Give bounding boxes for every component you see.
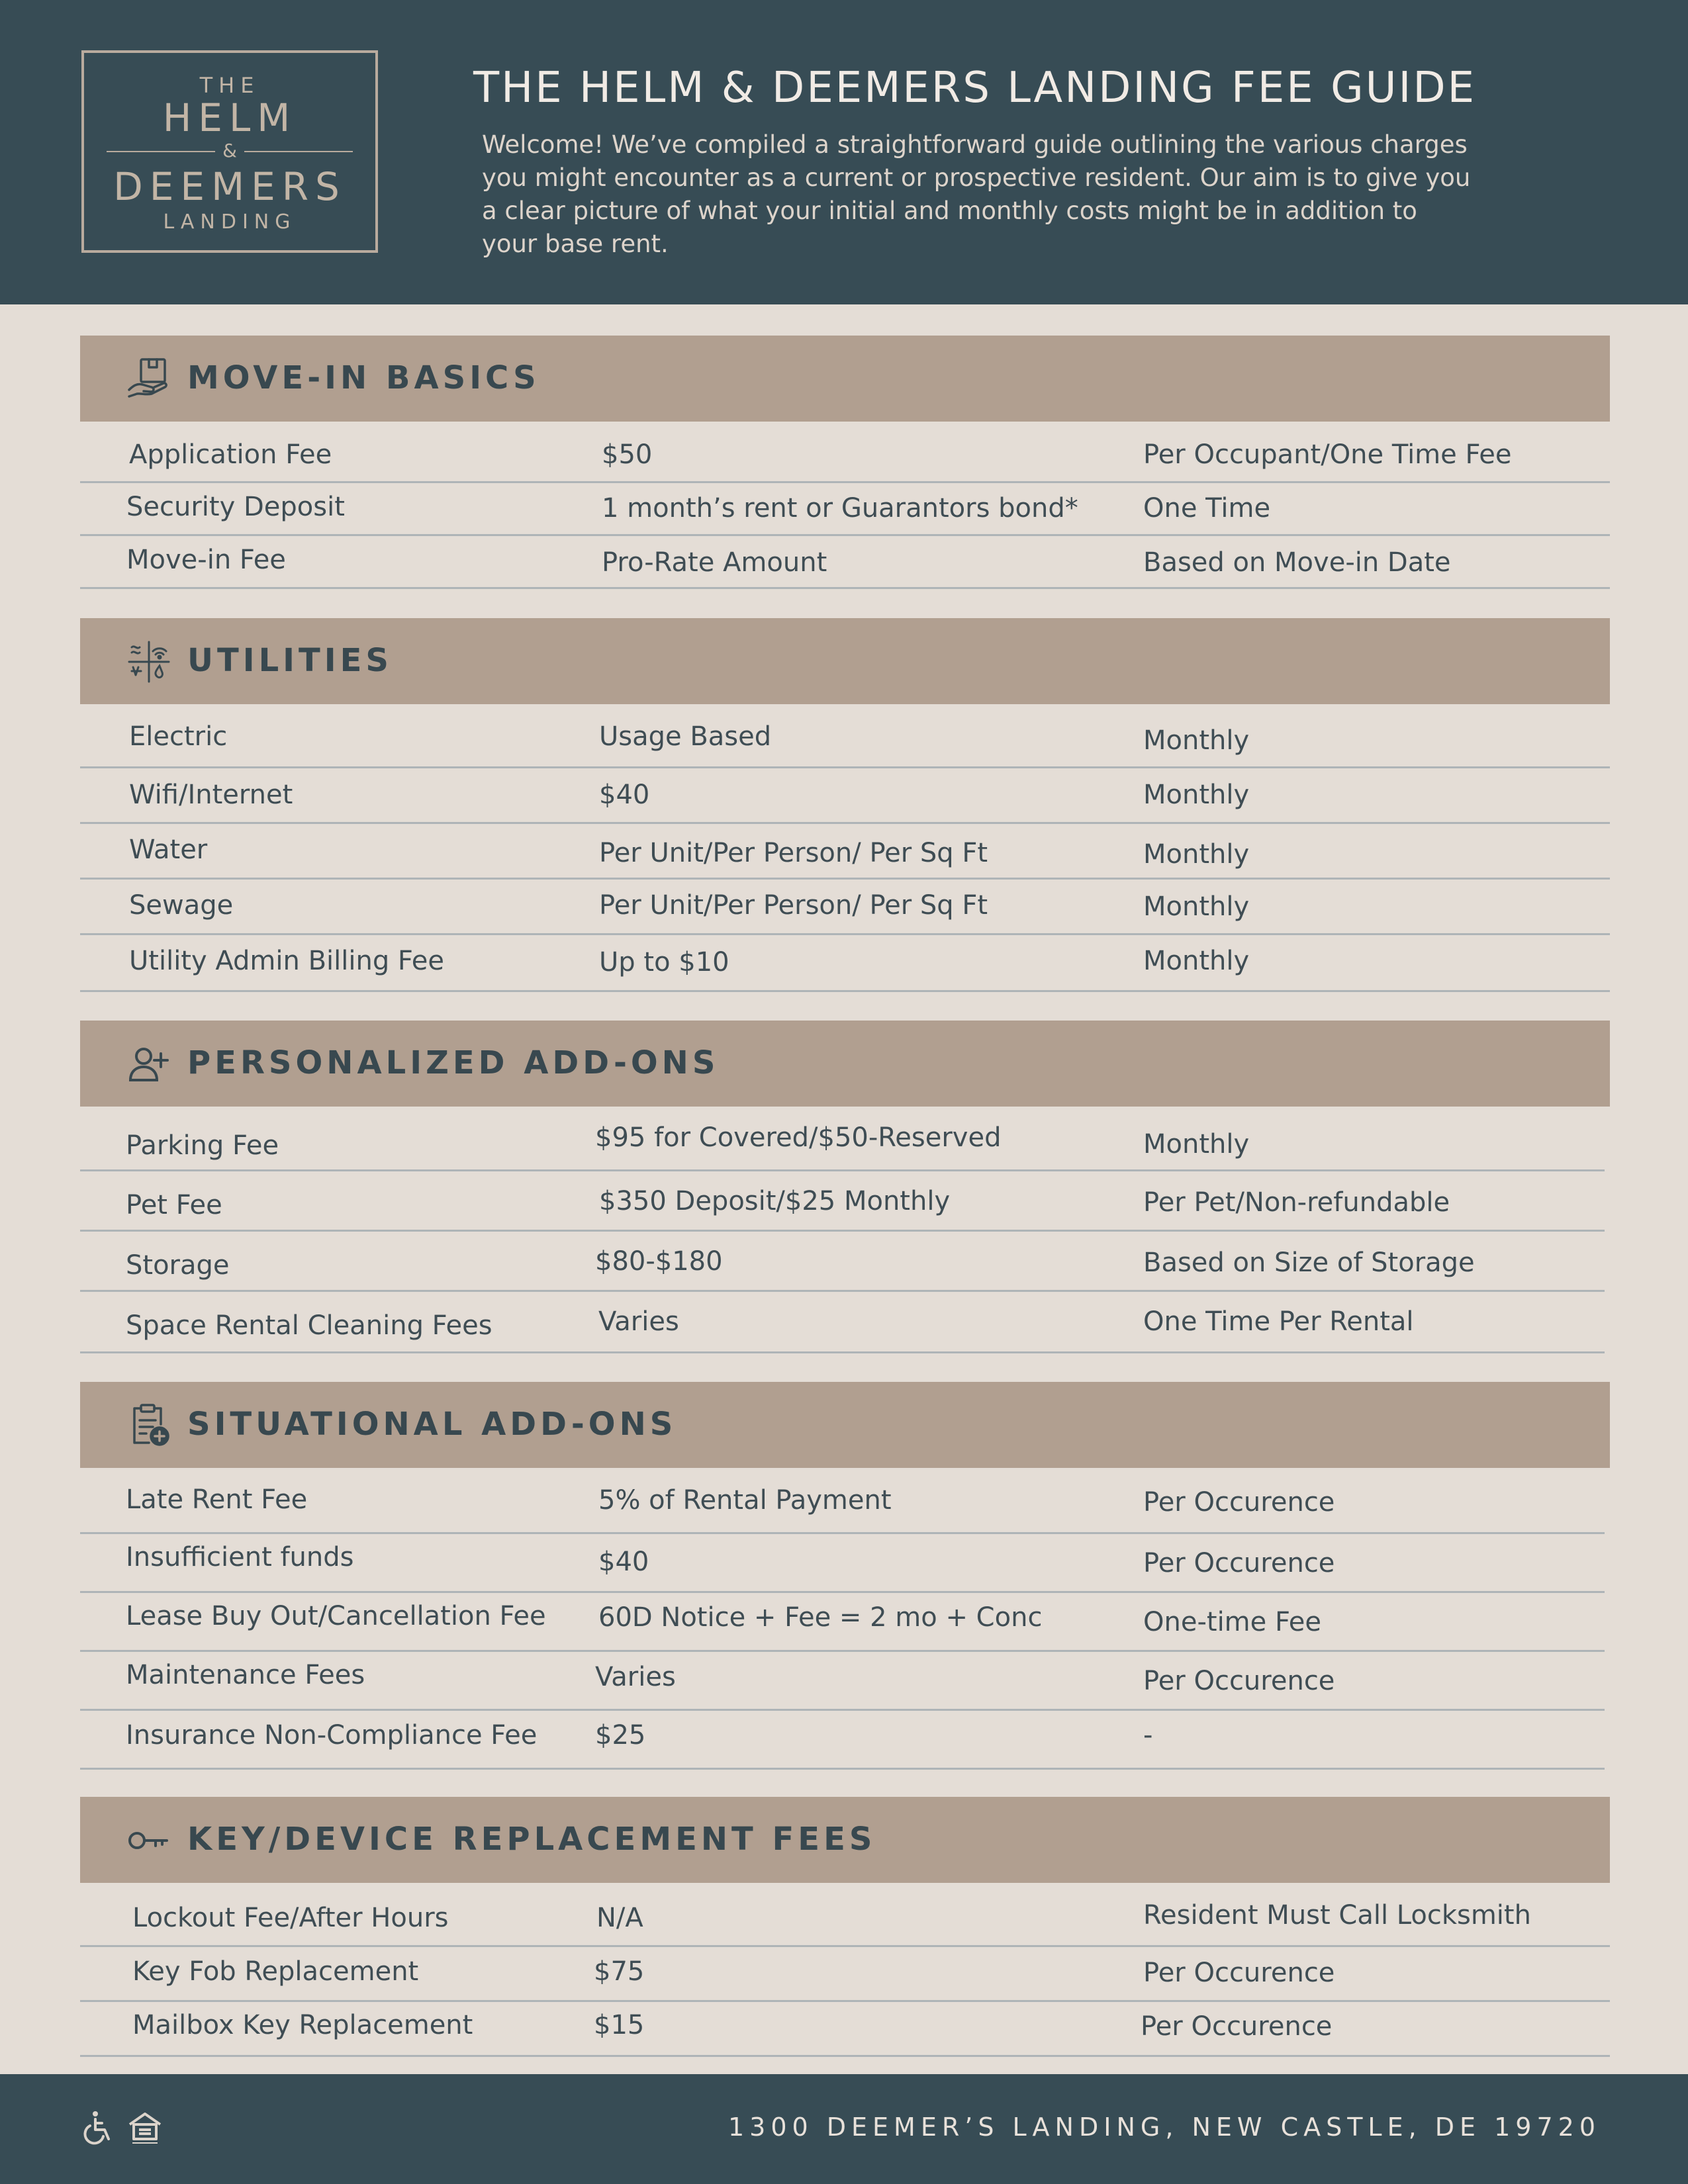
logo-the: THE [199,73,260,98]
table-row [80,483,1610,536]
fee-amount: 5% of Rental Payment [598,1485,892,1516]
table-row [80,1947,1610,2002]
fee-amount: Varies [598,1306,679,1337]
utilities-icon [125,638,173,686]
fee-name: Storage [126,1250,230,1281]
section-header-key-device-replacement-fees [80,1797,1610,1883]
logo-ampersand: & [222,140,237,161]
table-row [80,880,1610,935]
fee-amount: $80-$180 [595,1246,723,1277]
fee-name: Space Rental Cleaning Fees [126,1310,492,1341]
section-title: MOVE-IN BASICS [187,359,540,396]
section-header-situational-add-ons [80,1382,1610,1468]
section-header-personalized-add-ons [80,1021,1610,1107]
table-row [80,536,1610,589]
table-row [80,422,1610,483]
fee-frequency: Per Occurence [1143,1548,1335,1578]
section-title: UTILITIES [187,642,393,679]
fee-frequency: Per Occupant/One Time Fee [1143,439,1512,470]
fee-name: Electric [129,721,228,752]
fee-name: Wifi/Internet [129,780,293,810]
fee-frequency: Per Occurence [1141,2011,1333,2042]
fee-frequency: Per Occurence [1143,1958,1335,1988]
fee-amount: $40 [599,780,650,810]
fee-name: Application Fee [129,439,332,470]
table-row [80,2002,1610,2057]
fee-name: Maintenance Fees [126,1660,365,1690]
fee-amount: $40 [598,1547,649,1577]
fee-amount: N/A [596,1903,643,1933]
table-row [80,768,1610,824]
section-title: PERSONALIZED ADD-ONS [187,1044,720,1081]
fee-amount: Per Unit/Per Person/ Per Sq Ft [599,838,988,868]
fee-frequency: Monthly [1143,946,1250,976]
page-title: THE HELM & DEEMERS LANDING FEE GUIDE [473,64,1477,113]
fee-amount: 1 month’s rent or Guarantors bond* [602,493,1078,523]
fee-name: Move-in Fee [126,545,286,575]
fee-amount: Pro-Rate Amount [602,547,827,578]
fee-frequency: One-time Fee [1143,1607,1322,1637]
table-row [80,1171,1605,1232]
fee-frequency: Monthly [1143,780,1250,810]
fee-frequency: Monthly [1143,891,1250,922]
fee-name: Sewage [129,890,234,921]
fee-amount: $350 Deposit/$25 Monthly [599,1186,951,1216]
section-title: KEY/DEVICE REPLACEMENT FEES [187,1821,876,1858]
clipboard-add-icon [125,1402,173,1449]
person-add-icon [125,1040,173,1088]
footer-address: 1300 DEEMER’S LANDING, NEW CASTLE, DE 19720 [727,2113,1601,2142]
fee-name: Late Rent Fee [126,1484,308,1515]
logo [81,50,378,253]
accessibility-icon [78,2109,117,2147]
fee-frequency: One Time [1143,493,1271,523]
box-in-hand-icon [125,355,173,403]
header [0,0,1688,304]
table-row [80,704,1610,768]
table-row [80,1652,1605,1711]
fee-name: Utility Admin Billing Fee [129,946,444,976]
fee-name: Pet Fee [126,1190,222,1220]
table-row [80,1534,1605,1593]
fee-amount: Usage Based [599,721,772,752]
fee-amount: 60D Notice + Fee = 2 mo + Conc [598,1602,1043,1633]
section-title: SITUATIONAL ADD-ONS [187,1406,677,1443]
fee-frequency: Resident Must Call Locksmith [1143,1900,1531,1931]
fee-frequency: Per Occurence [1143,1487,1335,1518]
table-row [80,1107,1605,1171]
fee-frequency: Monthly [1143,725,1250,756]
fee-frequency: Based on Move-in Date [1143,547,1451,578]
key-icon [125,1817,173,1864]
fee-frequency: Based on Size of Storage [1143,1248,1475,1278]
fee-amount: $25 [595,1720,646,1751]
table-row [80,1468,1605,1534]
fee-frequency: One Time Per Rental [1143,1306,1414,1337]
fee-amount: Up to $10 [599,947,729,978]
logo-helm: HELM [162,95,297,140]
table-row [80,1292,1605,1353]
table-row [80,1593,1605,1652]
equal-housing-icon [126,2109,164,2147]
table-row [80,1232,1605,1292]
logo-deemers: DEEMERS [113,164,346,209]
fee-frequency: Per Occurence [1143,1666,1335,1696]
fee-amount: $75 [594,1956,645,1987]
table-row [80,1711,1605,1770]
fee-name: Insurance Non-Compliance Fee [126,1720,538,1751]
fee-name: Key Fob Replacement [132,1956,419,1987]
table-row [80,935,1610,992]
fee-name: Mailbox Key Replacement [132,2010,473,2040]
fee-frequency: Monthly [1143,1129,1250,1160]
table-row [80,1883,1610,1947]
fee-amount: $50 [602,439,653,470]
fee-frequency: Per Pet/Non-refundable [1143,1187,1450,1218]
footer [0,2074,1688,2184]
fee-name: Security Deposit [126,492,345,522]
fee-amount: $15 [594,2010,645,2040]
section-header-move-in-basics [80,336,1610,422]
section-header-utilities [80,618,1610,704]
fee-name: Water [129,835,208,865]
table-row [80,824,1610,880]
intro-text: Welcome! We’ve compiled a straightforward guide outlining the various charges you might encounter as a current or prospective resident. Our aim is to give you a clear picture of what your initial and monthly costs might be in addition to your base rent. [482,130,1471,258]
logo-landing: LANDING [163,210,297,234]
fee-amount: $95 for Covered/$50-Reserved [595,1122,1002,1153]
fee-name: Parking Fee [126,1130,279,1161]
fee-amount: Varies [595,1662,676,1692]
fee-name: Lockout Fee/After Hours [132,1903,449,1933]
fee-frequency: Monthly [1143,839,1250,870]
fee-amount: Per Unit/Per Person/ Per Sq Ft [599,890,988,921]
fee-name: Lease Buy Out/Cancellation Fee [126,1601,546,1631]
fee-name: Insufficient funds [126,1542,354,1572]
fee-frequency: - [1143,1720,1153,1751]
